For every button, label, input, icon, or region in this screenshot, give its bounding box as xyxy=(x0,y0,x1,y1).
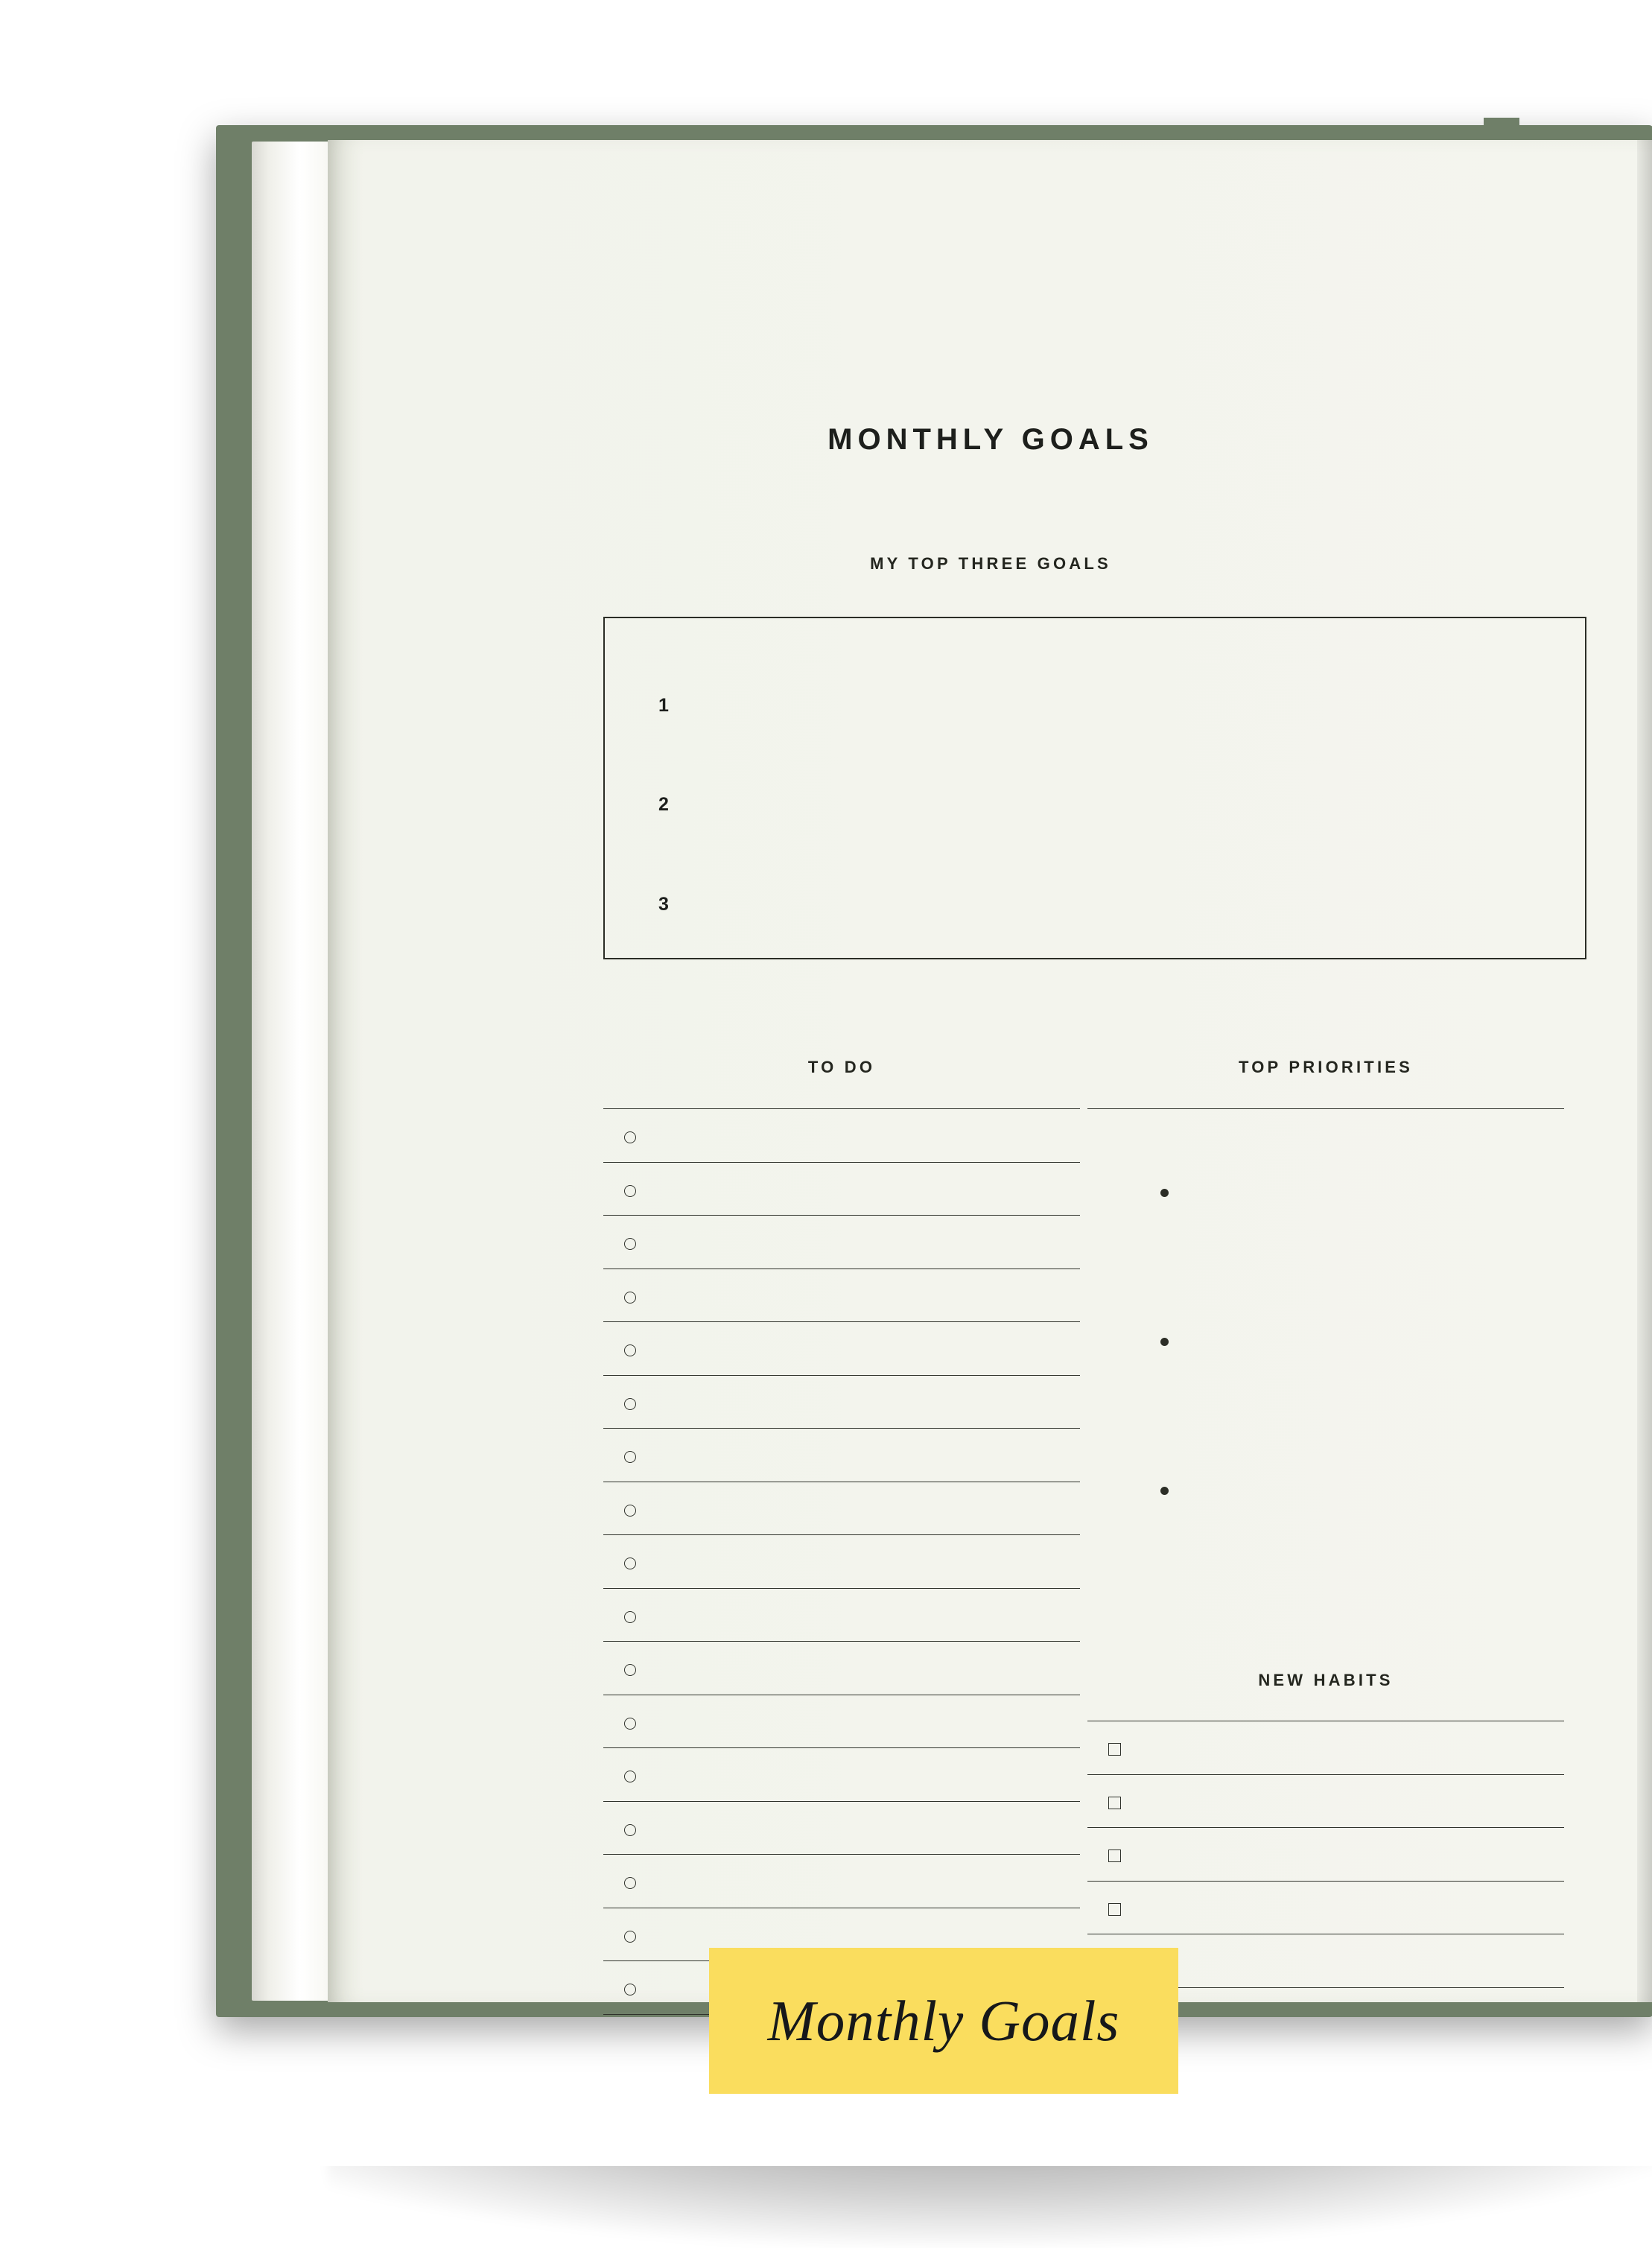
circle-checkbox-icon[interactable] xyxy=(624,1718,636,1730)
list-item[interactable] xyxy=(603,1216,1080,1269)
list-item[interactable] xyxy=(603,1482,1080,1536)
top-priorities-list xyxy=(1087,1123,1564,1570)
list-item[interactable] xyxy=(603,1376,1080,1429)
bullet-icon xyxy=(1160,1189,1169,1197)
square-checkbox-icon[interactable] xyxy=(1108,1797,1121,1809)
list-item[interactable] xyxy=(603,1535,1080,1589)
page-content xyxy=(328,140,1652,2002)
goal-number-2: 2 xyxy=(658,794,669,815)
goal-number-3: 3 xyxy=(658,894,669,915)
section-label-new-habits: NEW HABITS xyxy=(1258,1671,1394,1689)
list-item[interactable] xyxy=(603,1695,1080,1749)
circle-checkbox-icon[interactable] xyxy=(624,1877,636,1889)
section-label-to-do: TO DO xyxy=(807,1058,876,1076)
circle-checkbox-icon[interactable] xyxy=(624,1984,636,1995)
bullet-icon xyxy=(1160,1487,1169,1495)
list-item[interactable] xyxy=(603,1269,1080,1323)
bullet-icon xyxy=(1160,1338,1169,1346)
list-item[interactable] xyxy=(1087,1882,1564,1935)
circle-checkbox-icon[interactable] xyxy=(624,1771,636,1782)
list-item[interactable] xyxy=(603,1748,1080,1802)
list-item[interactable] xyxy=(603,1642,1080,1695)
notebook xyxy=(216,125,1652,2017)
page-title: MONTHLY GOALS xyxy=(827,423,1154,456)
square-checkbox-icon[interactable] xyxy=(1108,1743,1121,1756)
circle-checkbox-icon[interactable] xyxy=(624,1185,636,1197)
list-item[interactable] xyxy=(603,1589,1080,1642)
list-item[interactable] xyxy=(1087,1123,1564,1272)
to-do-list xyxy=(603,1108,1080,2015)
circle-checkbox-icon[interactable] xyxy=(624,1131,636,1143)
circle-checkbox-icon[interactable] xyxy=(624,1451,636,1463)
list-item[interactable] xyxy=(603,1322,1080,1376)
list-item[interactable] xyxy=(1087,1828,1564,1882)
circle-checkbox-icon[interactable] xyxy=(624,1558,636,1569)
circle-checkbox-icon[interactable] xyxy=(624,1505,636,1517)
square-checkbox-icon[interactable] xyxy=(1108,1849,1121,1862)
circle-checkbox-icon[interactable] xyxy=(624,1238,636,1250)
list-item[interactable] xyxy=(1087,1775,1564,1829)
notebook-page xyxy=(328,140,1652,2002)
circle-checkbox-icon[interactable] xyxy=(624,1931,636,1943)
list-item[interactable] xyxy=(603,1855,1080,1908)
page-right-edge xyxy=(1637,140,1652,2002)
circle-checkbox-icon[interactable] xyxy=(624,1292,636,1304)
list-item[interactable] xyxy=(1087,1421,1564,1570)
section-label-top-three-goals: MY TOP THREE GOALS xyxy=(870,554,1111,573)
list-item[interactable] xyxy=(603,1802,1080,1855)
goal-number-1: 1 xyxy=(658,695,669,716)
list-item[interactable] xyxy=(603,1429,1080,1482)
cover-top-nub xyxy=(1484,118,1519,134)
top-three-goals-box xyxy=(603,617,1586,959)
circle-checkbox-icon[interactable] xyxy=(624,1824,636,1836)
section-label-top-priorities: TOP PRIORITIES xyxy=(1238,1058,1414,1076)
list-item[interactable] xyxy=(603,1108,1080,1163)
list-item[interactable] xyxy=(603,1163,1080,1216)
list-item[interactable] xyxy=(1087,1721,1564,1775)
top-priorities-rule xyxy=(1087,1108,1564,1109)
circle-checkbox-icon[interactable] xyxy=(624,1344,636,1356)
circle-checkbox-icon[interactable] xyxy=(624,1664,636,1676)
list-item[interactable] xyxy=(1087,1272,1564,1421)
circle-checkbox-icon[interactable] xyxy=(624,1611,636,1623)
caption-banner xyxy=(709,1948,1178,2094)
circle-checkbox-icon[interactable] xyxy=(624,1398,636,1410)
caption-text: Monthly Goals xyxy=(767,1988,1120,2053)
square-checkbox-icon[interactable] xyxy=(1108,1903,1121,1916)
